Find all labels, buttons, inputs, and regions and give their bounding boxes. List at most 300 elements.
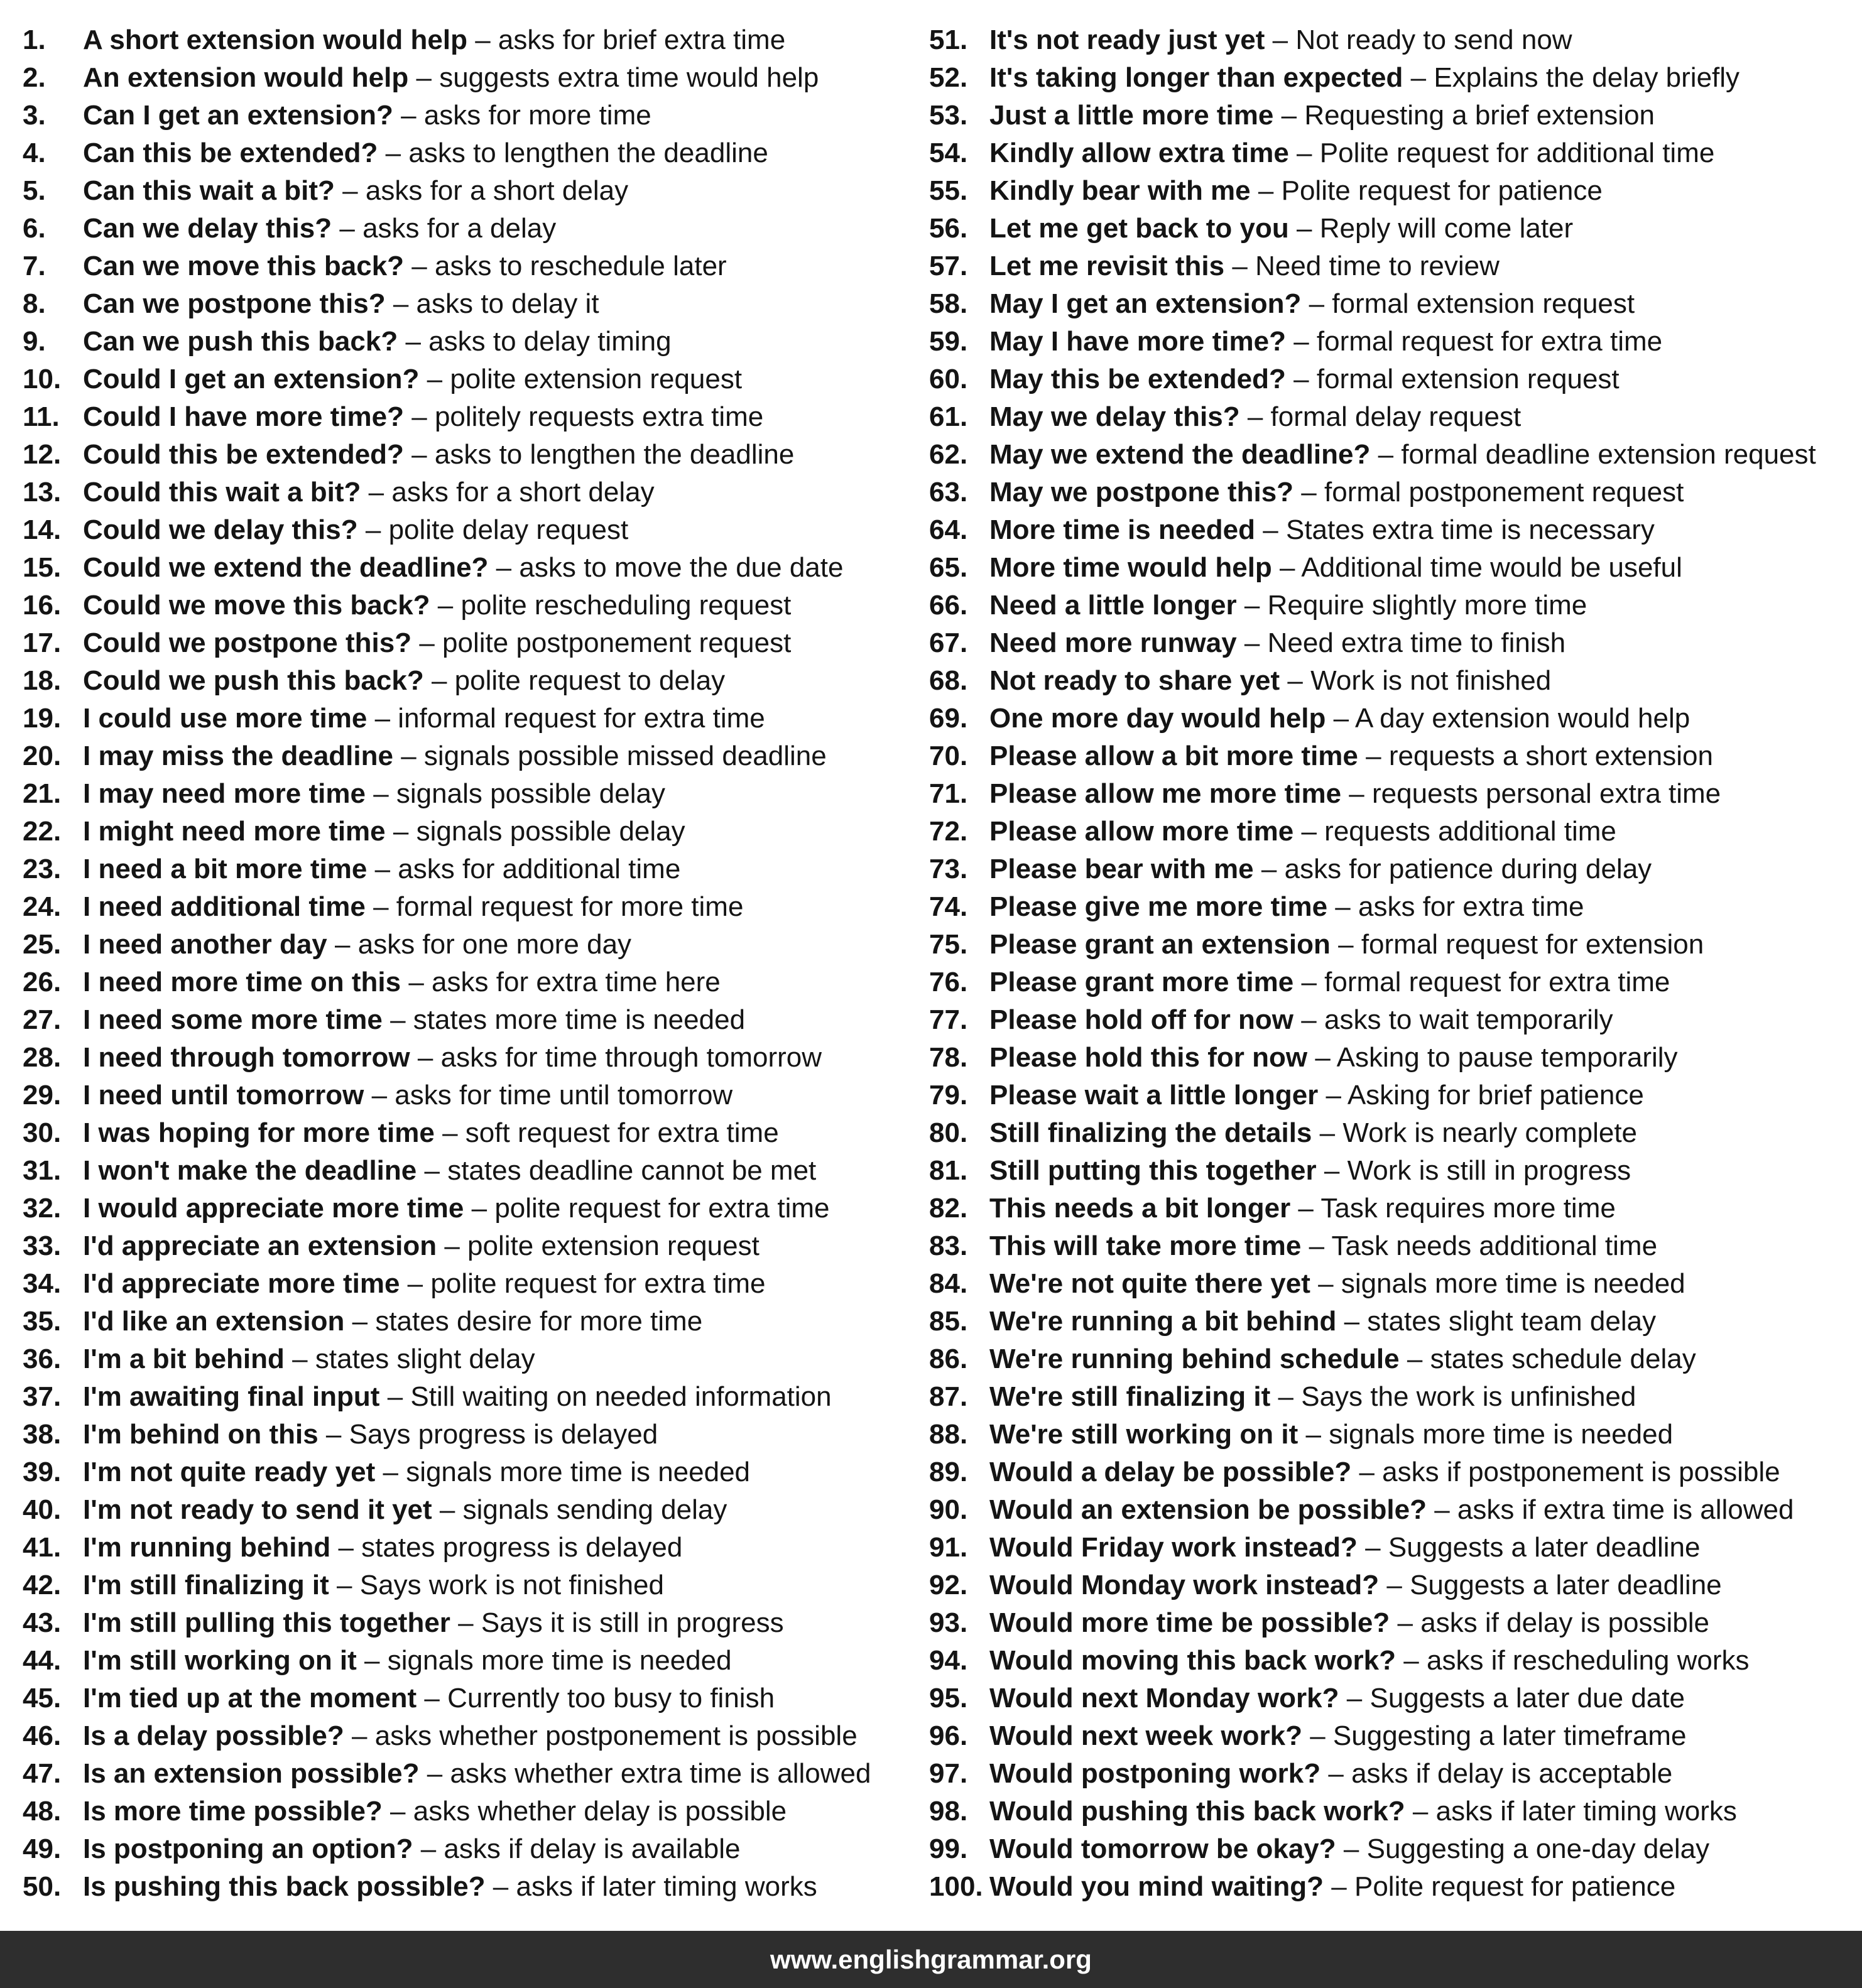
item-dash: – [364,1645,380,1676]
item-number: 53. [929,100,968,131]
item-number: 92. [929,1570,968,1600]
item-meaning: requests personal extra time [1372,778,1721,809]
list-item [23,1265,908,1303]
item-number: 42. [23,1570,62,1600]
item-number: 97. [929,1758,968,1789]
item-phrase: Can we move this back? [83,251,405,281]
item-number: 2. [23,62,46,93]
list-item [23,474,908,511]
item-phrase: Could we delay this? [83,514,358,545]
item-phrase: Please hold off for now [989,1004,1294,1035]
item-phrase: I need until tomorrow [83,1080,364,1111]
item-number: 99. [929,1833,968,1864]
item-phrase: Is a delay possible? [83,1720,344,1751]
item-dash: – [1346,1683,1363,1714]
item-phrase: More time is needed [989,514,1256,545]
item-number: 62. [929,439,968,470]
item-number: 69. [929,703,968,734]
item-phrase: Can we push this back? [83,326,398,357]
item-dash: – [407,1268,423,1299]
item-dash: – [1287,665,1303,696]
list-item [929,737,1853,775]
item-phrase: We're still working on it [989,1419,1298,1450]
list-item [23,247,908,285]
item-meaning: Suggests a later deadline [1410,1570,1722,1600]
list-item [929,1152,1853,1190]
list-item [929,436,1853,474]
item-number: 95. [929,1683,968,1714]
item-phrase: May I have more time? [989,326,1286,357]
list-item [23,850,908,888]
item-phrase: I would appreciate more time [83,1193,464,1224]
phrase-column-left [23,21,908,1906]
item-number: 33. [23,1230,62,1261]
item-number: 78. [929,1042,968,1073]
item-phrase: I won't make the deadline [83,1155,417,1186]
item-number: 35. [23,1306,62,1337]
item-phrase: Please grant an extension [989,929,1331,960]
item-number: 16. [23,590,62,621]
list-item [929,1190,1853,1227]
list-item [929,1340,1853,1378]
item-number: 90. [929,1494,968,1525]
item-dash: – [374,854,391,884]
item-dash: – [1331,1871,1347,1902]
item-meaning: Task requires more time [1320,1193,1616,1224]
item-meaning: Require slightly more time [1267,590,1587,621]
item-number: 46. [23,1720,62,1751]
item-meaning: asks if delay is possible [1420,1607,1709,1638]
list-item [929,775,1853,813]
item-number: 74. [929,891,968,922]
item-number: 89. [929,1457,968,1487]
item-number: 12. [23,439,62,470]
item-phrase: Could this wait a bit? [83,477,361,508]
item-meaning: states more time is needed [413,1004,746,1035]
item-dash: – [1338,929,1354,960]
item-number: 48. [23,1796,62,1827]
item-meaning: polite request for extra time [494,1193,830,1224]
item-dash: – [439,1494,455,1525]
item-meaning: Need time to review [1255,251,1500,281]
item-meaning: politely requests extra time [434,401,764,432]
list-item [929,662,1853,700]
item-phrase: Would Friday work instead? [989,1532,1358,1563]
item-number: 14. [23,514,62,545]
item-dash: – [427,1758,443,1789]
item-phrase: Would an extension be possible? [989,1494,1427,1525]
item-meaning: polite extension request [467,1230,760,1261]
item-phrase: I'm running behind [83,1532,331,1563]
list-item [929,323,1853,361]
item-meaning: signals more time is needed [387,1645,732,1676]
item-dash: – [401,100,416,131]
item-phrase: Let me revisit this [989,251,1225,281]
list-item [23,1001,908,1039]
item-phrase: I need another day [83,929,327,960]
item-meaning: Asking for brief patience [1347,1080,1644,1111]
list-item [23,1830,908,1868]
list-item [23,1793,908,1830]
item-meaning: Need extra time to finish [1267,627,1566,658]
item-dash: – [1301,967,1317,997]
item-phrase: I'm a bit behind [83,1344,285,1374]
item-meaning: asks to move the due date [519,552,844,583]
item-number: 86. [929,1344,968,1374]
list-item [23,1077,908,1114]
item-phrase: Still finalizing the details [989,1117,1312,1148]
item-phrase: Could we push this back? [83,665,424,696]
item-meaning: formal extension request [1316,364,1620,394]
item-meaning: signals more time is needed [1341,1268,1685,1299]
item-meaning: asks if later timing works [516,1871,817,1902]
item-number: 19. [23,703,62,734]
item-number: 64. [929,514,968,545]
item-dash: – [427,364,443,394]
item-number: 98. [929,1796,968,1827]
item-phrase: I'm still pulling this together [83,1607,450,1638]
item-meaning: asks for time until tomorrow [395,1080,733,1111]
item-number: 59. [929,326,968,357]
list-item [23,1755,908,1793]
item-dash: – [1272,24,1288,55]
item-meaning: formal postponement request [1324,477,1684,508]
item-meaning: formal extension request [1332,288,1635,319]
list-item [23,323,908,361]
list-item [929,700,1853,737]
item-meaning: asks for a delay [362,213,557,244]
list-item [929,1077,1853,1114]
item-meaning: Suggesting a later timeframe [1332,1720,1687,1751]
item-phrase: Is an extension possible? [83,1758,420,1789]
item-phrase: Need a little longer [989,590,1237,621]
item-meaning: signals sending delay [462,1494,727,1525]
item-dash: – [419,627,435,658]
item-phrase: Would next Monday work? [989,1683,1339,1714]
item-phrase: May we postpone this? [989,477,1294,508]
item-dash: – [1309,1230,1325,1261]
item-number: 31. [23,1155,62,1186]
item-dash: – [1301,816,1317,847]
list-item [23,1529,908,1567]
item-number: 50. [23,1871,62,1902]
item-number: 79. [929,1080,968,1111]
item-phrase: This will take more time [989,1230,1302,1261]
list-item [23,1378,908,1416]
item-phrase: I need some more time [83,1004,383,1035]
item-meaning: asks for a short delay [391,477,655,508]
item-dash: – [1258,175,1274,206]
item-meaning: asks whether extra time is allowed [450,1758,871,1789]
item-number: 3. [23,100,46,131]
list-item [929,474,1853,511]
list-item [23,1680,908,1717]
list-item [23,813,908,850]
item-number: 76. [929,967,968,997]
item-number: 7. [23,251,46,281]
item-meaning: states slight team delay [1367,1306,1657,1337]
item-dash: – [1412,1796,1429,1827]
item-meaning: asks whether delay is possible [413,1796,787,1827]
item-number: 84. [929,1268,968,1299]
item-number: 65. [929,552,968,583]
item-number: 96. [929,1720,968,1751]
item-phrase: Please bear with me [989,854,1254,884]
item-meaning: asks to wait temporarily [1324,1004,1613,1035]
item-phrase: Would Monday work instead? [989,1570,1380,1600]
item-phrase: Can this wait a bit? [83,175,335,206]
item-dash: – [405,326,421,357]
item-dash: – [1403,1645,1419,1676]
list-item [23,1114,908,1152]
list-item [929,172,1853,210]
item-dash: – [1278,1381,1293,1412]
item-phrase: I'm not quite ready yet [83,1457,376,1487]
item-meaning: signals more time is needed [406,1457,751,1487]
item-meaning: Says work is not finished [359,1570,664,1600]
item-meaning: asks for brief extra time [498,24,786,55]
item-dash: – [338,1532,354,1563]
item-dash: – [471,1193,487,1224]
item-meaning: Task needs additional time [1331,1230,1658,1261]
item-phrase: I'm still working on it [83,1645,357,1676]
item-dash: – [1310,1720,1326,1751]
item-meaning: Work is still in progress [1347,1155,1631,1186]
list-item [929,97,1853,134]
item-dash: – [496,552,512,583]
item-dash: – [337,1570,352,1600]
item-number: 66. [929,590,968,621]
item-meaning: asks if postponement is possible [1382,1457,1780,1487]
item-number: 27. [23,1004,62,1035]
item-dash: – [1280,552,1295,583]
item-meaning: asks for extra time [1358,891,1584,922]
item-number: 11. [23,401,60,432]
item-number: 58. [929,288,968,319]
item-meaning: states desire for more time [375,1306,703,1337]
list-item [23,210,908,247]
list-item [929,511,1853,549]
item-dash: – [401,741,416,771]
item-meaning: formal request for extra time [1324,967,1670,997]
item-dash: – [431,665,447,696]
item-dash: – [390,1796,406,1827]
list-item [929,1303,1853,1340]
item-number: 25. [23,929,62,960]
item-meaning: states deadline cannot be met [447,1155,817,1186]
item-phrase: One more day would help [989,703,1326,734]
item-phrase: May I get an extension? [989,288,1302,319]
item-number: 68. [929,665,968,696]
list-item [23,587,908,624]
item-meaning: polite request for extra time [430,1268,766,1299]
list-item [929,210,1853,247]
item-dash: – [1328,1758,1344,1789]
item-number: 71. [929,778,968,809]
item-number: 100. [929,1871,983,1902]
list-item [929,1830,1853,1868]
list-item [23,361,908,398]
item-phrase: Please grant more time [989,967,1294,997]
item-phrase: Could this be extended? [83,439,404,470]
list-item [23,1190,908,1227]
item-phrase: I might need more time [83,816,386,847]
item-phrase: Please allow more time [989,816,1294,847]
item-number: 40. [23,1494,62,1525]
item-phrase: Still putting this together [989,1155,1317,1186]
list-item [23,737,908,775]
list-item [929,1453,1853,1491]
item-phrase: Would more time be possible? [989,1607,1390,1638]
item-dash: – [1386,1570,1402,1600]
item-dash: – [1298,1193,1314,1224]
item-meaning: signals possible delay [396,778,665,809]
list-item [929,1604,1853,1642]
item-number: 87. [929,1381,968,1412]
list-item [929,1001,1853,1039]
item-number: 32. [23,1193,62,1224]
item-phrase: I'd like an extension [83,1306,345,1337]
item-meaning: Work is not finished [1310,665,1552,696]
item-meaning: formal request for extra time [1316,326,1663,357]
list-item [929,1491,1853,1529]
item-phrase: I'm awaiting final input [83,1381,380,1412]
item-dash: – [1261,854,1277,884]
item-dash: – [342,175,358,206]
item-number: 20. [23,741,62,771]
item-phrase: Need more runway [989,627,1237,658]
item-meaning: states slight delay [315,1344,535,1374]
item-number: 67. [929,627,968,658]
item-phrase: Would tomorrow be okay? [989,1833,1336,1864]
item-number: 56. [929,213,968,244]
item-phrase: More time would help [989,552,1272,583]
item-number: 91. [929,1532,968,1563]
item-phrase: Not ready to share yet [989,665,1280,696]
item-dash: – [1324,1155,1340,1186]
item-meaning: states schedule delay [1430,1344,1696,1374]
list-item [23,1491,908,1529]
item-dash: – [373,778,389,809]
list-item [929,1039,1853,1077]
item-dash: – [371,1080,388,1111]
item-phrase: Could I get an extension? [83,364,420,394]
item-dash: – [1301,1004,1317,1035]
item-meaning: asks for extra time here [432,967,721,997]
item-meaning: formal deadline extension request [1401,439,1816,470]
item-phrase: We're not quite there yet [989,1268,1310,1299]
item-number: 41. [23,1532,62,1563]
item-dash: – [1365,1532,1381,1563]
item-phrase: I need additional time [83,891,366,922]
list-item [23,172,908,210]
item-number: 39. [23,1457,62,1487]
item-dash: – [383,1457,398,1487]
list-item [23,624,908,662]
item-phrase: I'd appreciate more time [83,1268,400,1299]
item-dash: – [1366,741,1381,771]
item-dash: – [1333,703,1349,734]
item-meaning: Polite request for patience [1281,175,1603,206]
item-number: 55. [929,175,968,206]
item-phrase: Could we move this back? [83,590,430,621]
item-dash: – [1319,1117,1336,1148]
item-dash: – [424,1683,440,1714]
item-dash: – [1359,1457,1375,1487]
item-phrase: I'm still finalizing it [83,1570,329,1600]
item-meaning: polite rescheduling request [460,590,792,621]
item-dash: – [1293,326,1309,357]
list-item [929,285,1853,323]
list-item [23,1152,908,1190]
item-phrase: Is pushing this back possible? [83,1871,486,1902]
item-phrase: I'm tied up at the moment [83,1683,417,1714]
list-item [929,813,1853,850]
item-meaning: Polite request for patience [1354,1871,1676,1902]
item-phrase: I'm behind on this [83,1419,318,1450]
item-dash: – [493,1871,509,1902]
list-item [23,97,908,134]
item-dash: – [373,891,389,922]
item-phrase: Please allow a bit more time [989,741,1358,771]
item-meaning: asks if later timing works [1435,1796,1737,1827]
list-item [23,1340,908,1378]
item-meaning: Currently too busy to finish [447,1683,775,1714]
item-number: 83. [929,1230,968,1261]
item-meaning: Suggesting a one-day delay [1366,1833,1710,1864]
item-dash: – [365,514,381,545]
item-number: 73. [929,854,968,884]
item-meaning: asks if delay is available [444,1833,741,1864]
item-phrase: Can we delay this? [83,213,332,244]
item-number: 80. [929,1117,968,1148]
item-meaning: signals possible missed deadline [423,741,827,771]
item-number: 29. [23,1080,62,1111]
list-item [929,1227,1853,1265]
item-meaning: soft request for extra time [465,1117,779,1148]
item-phrase: Kindly allow extra time [989,138,1289,168]
item-meaning: asks for additional time [398,854,681,884]
item-dash: – [1397,1607,1413,1638]
item-phrase: Please give me more time [989,891,1328,922]
list-item [929,549,1853,587]
item-meaning: asks for a short delay [365,175,629,206]
item-meaning: polite request to delay [454,665,726,696]
item-phrase: I need a bit more time [83,854,368,884]
item-meaning: Suggests a later due date [1369,1683,1685,1714]
item-phrase: I need more time on this [83,967,401,997]
item-number: 44. [23,1645,62,1676]
item-meaning: asks to lengthen the deadline [408,138,768,168]
list-item [23,549,908,587]
item-number: 45. [23,1683,62,1714]
list-item [929,1755,1853,1793]
item-dash: – [1335,891,1351,922]
item-dash: – [387,1381,403,1412]
item-dash: – [1410,62,1427,93]
item-meaning: asks for one more day [357,929,632,960]
list-item [929,587,1853,624]
list-item [23,1039,908,1077]
list-item [929,247,1853,285]
item-dash: – [1247,401,1263,432]
item-phrase: Would a delay be possible? [989,1457,1352,1487]
item-number: 52. [929,62,968,93]
item-meaning: asks whether postponement is possible [374,1720,858,1751]
item-number: 61. [929,401,968,432]
item-meaning: asks if extra time is allowed [1457,1494,1794,1525]
list-item [23,964,908,1001]
